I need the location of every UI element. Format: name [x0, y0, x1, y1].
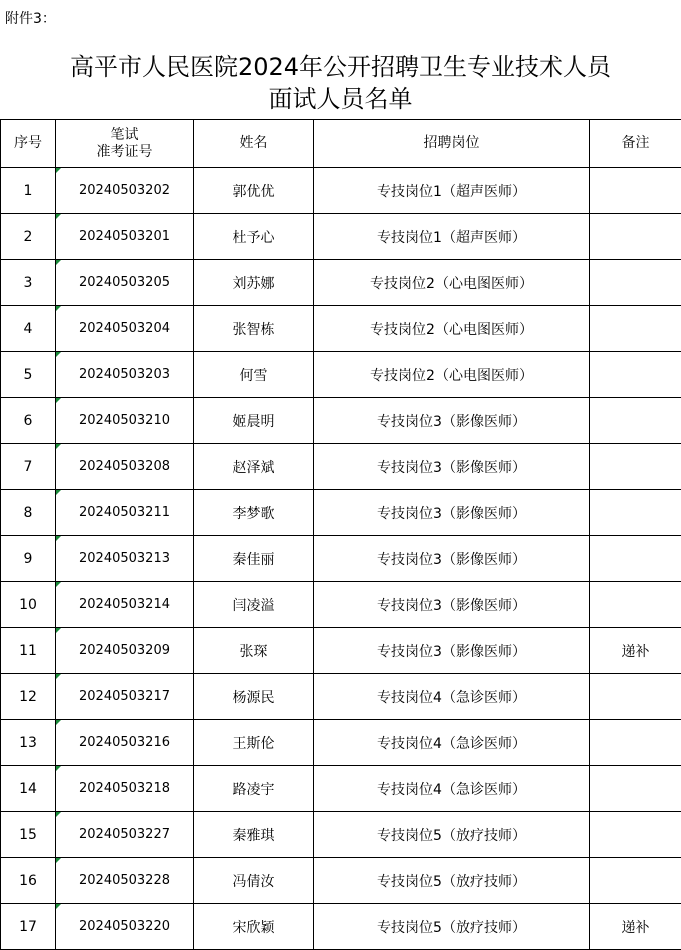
cell-exam-no: 20240503217	[56, 674, 194, 720]
cell-remark	[590, 260, 681, 306]
cell-remark	[590, 168, 681, 214]
table-row	[1, 444, 681, 490]
cell-remark	[590, 766, 681, 812]
cell-name: 杨源民	[194, 674, 314, 720]
header-exam-no-line2: 准考证号	[96, 143, 153, 160]
cell-exam-no: 20240503216	[56, 720, 194, 766]
cell-name: 杜予心	[194, 214, 314, 260]
table-row	[1, 490, 681, 536]
table-row	[1, 260, 681, 306]
cell-name: 张智栋	[194, 306, 314, 352]
cell-exam-no: 20240503227	[56, 812, 194, 858]
cell-index: 13	[1, 720, 56, 766]
cell-position: 专技岗位1（超声医师）	[314, 168, 590, 214]
cell-exam-no: 20240503204	[56, 306, 194, 352]
cell-remark	[590, 812, 681, 858]
document-title: 高平市人民医院2024年公开招聘卫生专业技术人员	[69, 53, 612, 81]
table-row	[1, 582, 681, 628]
cell-exam-no: 20240503205	[56, 260, 194, 306]
table-header-row	[1, 120, 681, 168]
cell-remark: 递补	[590, 904, 681, 950]
header-index: 序号	[1, 120, 56, 168]
cell-index: 4	[1, 306, 56, 352]
cell-index: 2	[1, 214, 56, 260]
cell-index: 9	[1, 536, 56, 582]
header-name: 姓名	[194, 120, 314, 168]
cell-position: 专技岗位3（影像医师）	[314, 536, 590, 582]
cell-position: 专技岗位4（急诊医师）	[314, 674, 590, 720]
interview-list-table	[0, 119, 681, 950]
cell-index: 17	[1, 904, 56, 950]
cell-index: 14	[1, 766, 56, 812]
cell-exam-no: 20240503228	[56, 858, 194, 904]
cell-position: 专技岗位4（急诊医师）	[314, 766, 590, 812]
cell-remark	[590, 398, 681, 444]
cell-remark	[590, 536, 681, 582]
document-subtitle: 面试人员名单	[268, 85, 413, 113]
cell-position: 专技岗位2（心电图医师）	[314, 306, 590, 352]
cell-index: 10	[1, 582, 56, 628]
cell-index: 16	[1, 858, 56, 904]
header-exam-no	[56, 120, 194, 168]
cell-position: 专技岗位5（放疗技师）	[314, 812, 590, 858]
cell-exam-no: 20240503202	[56, 168, 194, 214]
cell-remark	[590, 352, 681, 398]
cell-exam-no: 20240503201	[56, 214, 194, 260]
cell-exam-no: 20240503220	[56, 904, 194, 950]
cell-name: 郭优优	[194, 168, 314, 214]
cell-remark	[590, 306, 681, 352]
cell-position: 专技岗位2（心电图医师）	[314, 260, 590, 306]
table-row	[1, 306, 681, 352]
cell-position: 专技岗位2（心电图医师）	[314, 352, 590, 398]
table-row	[1, 858, 681, 904]
cell-index: 3	[1, 260, 56, 306]
table-row	[1, 352, 681, 398]
cell-index: 12	[1, 674, 56, 720]
cell-position: 专技岗位3（影像医师）	[314, 398, 590, 444]
cell-remark	[590, 490, 681, 536]
table-row	[1, 536, 681, 582]
table-row	[1, 214, 681, 260]
cell-exam-no: 20240503209	[56, 628, 194, 674]
cell-name: 宋欣颖	[194, 904, 314, 950]
cell-index: 8	[1, 490, 56, 536]
cell-name: 秦雅琪	[194, 812, 314, 858]
cell-name: 姬晨明	[194, 398, 314, 444]
cell-exam-no: 20240503213	[56, 536, 194, 582]
cell-exam-no: 20240503214	[56, 582, 194, 628]
cell-name: 闫凌溢	[194, 582, 314, 628]
cell-position: 专技岗位5（放疗技师）	[314, 904, 590, 950]
table-row	[1, 720, 681, 766]
cell-remark	[590, 214, 681, 260]
table-row	[1, 398, 681, 444]
cell-remark	[590, 720, 681, 766]
cell-name: 刘苏娜	[194, 260, 314, 306]
cell-name: 冯倩汝	[194, 858, 314, 904]
cell-position: 专技岗位5（放疗技师）	[314, 858, 590, 904]
cell-name: 张琛	[194, 628, 314, 674]
cell-index: 11	[1, 628, 56, 674]
cell-exam-no: 20240503208	[56, 444, 194, 490]
cell-position: 专技岗位1（超声医师）	[314, 214, 590, 260]
header-exam-no-line1: 笔试	[110, 126, 139, 143]
attachment-label: 附件3：	[5, 11, 56, 27]
cell-remark	[590, 858, 681, 904]
cell-position: 专技岗位3（影像医师）	[314, 490, 590, 536]
cell-name: 何雪	[194, 352, 314, 398]
table-row	[1, 904, 681, 950]
cell-remark	[590, 444, 681, 490]
table-row	[1, 812, 681, 858]
cell-remark	[590, 674, 681, 720]
cell-position: 专技岗位4（急诊医师）	[314, 720, 590, 766]
cell-exam-no: 20240503210	[56, 398, 194, 444]
cell-position: 专技岗位3（影像医师）	[314, 444, 590, 490]
cell-position: 专技岗位3（影像医师）	[314, 628, 590, 674]
cell-exam-no: 20240503203	[56, 352, 194, 398]
cell-index: 7	[1, 444, 56, 490]
table-row	[1, 766, 681, 812]
cell-name: 王斯伦	[194, 720, 314, 766]
cell-index: 6	[1, 398, 56, 444]
table-row	[1, 168, 681, 214]
table-row	[1, 674, 681, 720]
cell-name: 李梦歌	[194, 490, 314, 536]
cell-name: 秦佳丽	[194, 536, 314, 582]
table-row	[1, 628, 681, 674]
cell-index: 1	[1, 168, 56, 214]
header-remark: 备注	[590, 120, 681, 168]
cell-remark: 递补	[590, 628, 681, 674]
cell-name: 路凌宇	[194, 766, 314, 812]
cell-name: 赵泽斌	[194, 444, 314, 490]
header-position: 招聘岗位	[314, 120, 590, 168]
cell-position: 专技岗位3（影像医师）	[314, 582, 590, 628]
cell-remark	[590, 582, 681, 628]
cell-index: 5	[1, 352, 56, 398]
cell-exam-no: 20240503211	[56, 490, 194, 536]
cell-index: 15	[1, 812, 56, 858]
cell-exam-no: 20240503218	[56, 766, 194, 812]
